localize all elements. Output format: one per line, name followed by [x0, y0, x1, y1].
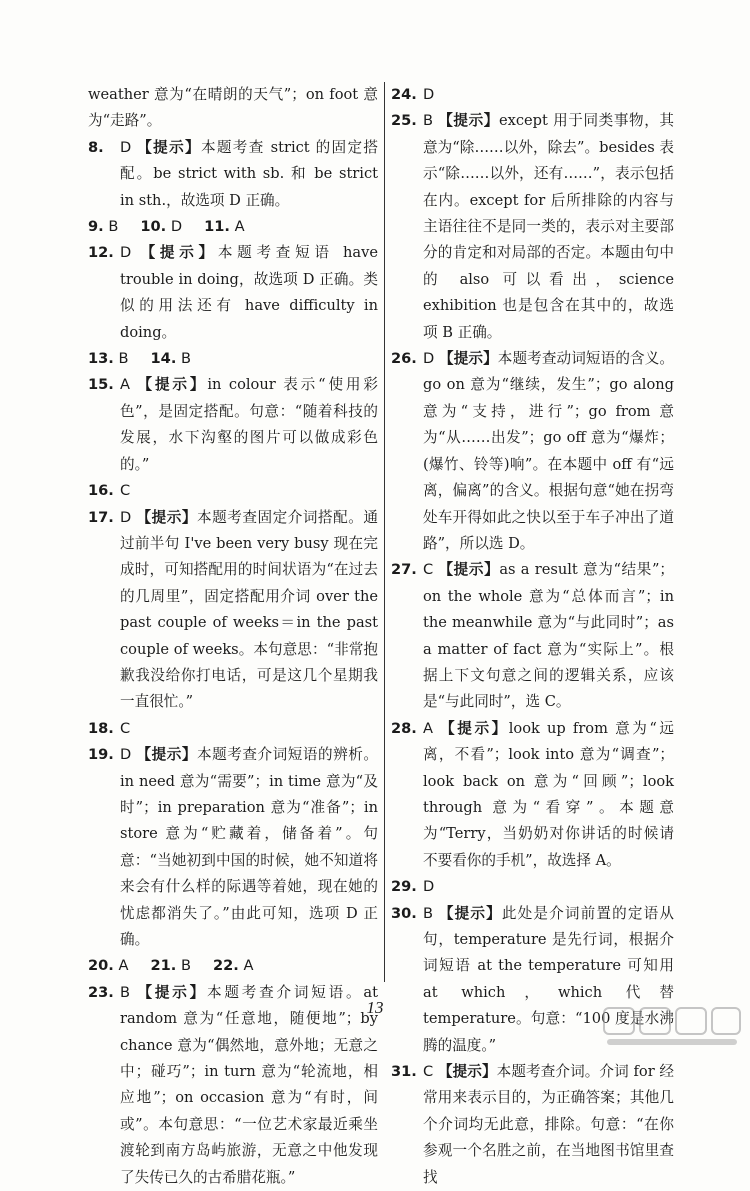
hint-label: 【提示】	[437, 1063, 497, 1081]
page-number: 13	[366, 998, 384, 1017]
answer-entry	[88, 135, 378, 214]
explanation-text: 本题考查介词。介词 for 经常用来表示目的，为正确答案；其他几个介词均无此意，排除。句意：“在你参观一个名胜之前，在当地图书馆里查找	[423, 1063, 674, 1186]
answer-letter: B	[118, 350, 129, 368]
answer-entry	[88, 240, 378, 346]
hint-label: 【提示】	[136, 746, 197, 764]
explanation-text: 本题考查短语 have trouble in doing，故选项 D 正确。类似的用法还有 have difficulty in doing。	[120, 244, 379, 341]
hint-label: 【提示】	[438, 904, 502, 922]
hint-label: 【提示】	[439, 350, 498, 368]
answer-letter: D	[423, 350, 435, 368]
question-number: 31.	[391, 1063, 417, 1081]
hint-label: 【提示】	[140, 244, 218, 262]
question-number: 26.	[391, 350, 417, 368]
answer-item	[88, 350, 129, 367]
question-number: 29.	[391, 878, 417, 896]
answer-entry	[88, 372, 378, 478]
question-number: 24.	[391, 86, 417, 103]
question-number: 13.	[88, 350, 114, 368]
answer-item	[140, 218, 182, 235]
answer-letter: A	[118, 957, 129, 975]
question-number: 25.	[391, 112, 417, 130]
question-number: 27.	[391, 561, 417, 579]
hint-label: 【提示】	[137, 983, 207, 1001]
answer-letter: C	[120, 482, 131, 500]
hint-label: 【提示】	[440, 719, 509, 737]
explanation-text: 本题考查动词短语的含义。go on 意为“继续，发生”；go along 意为“支持，进行”；go from 意为“从……出发”；go off 意为“爆炸；(爆竹、铃等)响”。在本题中 off 有“远离，偏离”的含义。根据句意“她在拐弯处车开得如此之快以至于车子冲出了道路”，所以选 D。	[423, 350, 674, 552]
answer-entry	[88, 505, 378, 716]
answer-letter: B	[423, 112, 434, 130]
explanation-text: weather 意为“在晴朗的天气”；on foot 意为“走路”。	[88, 86, 378, 130]
explanation-text: in colour 表示“使用彩色”，是固定搭配。句意：“随着科技的发展，水下沟壑的图片可以做成彩色的。”	[120, 376, 378, 473]
answer-letter: D	[120, 244, 132, 262]
answer-entry	[391, 716, 674, 874]
question-number: 10.	[140, 218, 167, 236]
question-number: 23.	[88, 983, 114, 1001]
answer-letter: D	[170, 218, 183, 236]
question-number: 9.	[88, 218, 104, 236]
hint-label: 【提示】	[137, 376, 208, 394]
column-divider	[384, 82, 385, 982]
answer-letter: C	[423, 1063, 434, 1081]
answer-letter: A	[120, 376, 130, 394]
answer-row	[88, 346, 378, 372]
explanation-text: 本题考查介词短语。at random 意为“任意地，随便地”；by chance 意为“偶然地，意外地；无意之中；碰巧”；in turn 意为“轮流地，相应地”；on occasion 意为“有时，间或”。本句意思：“一位艺术家最近乘坐渡轮到南方岛屿旅游，无意之中他发现了失传已久的古希腊花瓶。”	[120, 983, 378, 1186]
answer-letter: A	[234, 218, 245, 236]
answer-item	[150, 957, 191, 974]
explanation-text: 本题考查 strict 的固定搭配。be strict with sb. 和 be strict in sth.，故选项 D 正确。	[120, 138, 378, 209]
answer-entry	[391, 108, 674, 346]
hint-label: 【提示】	[438, 112, 499, 130]
answer-letter: B	[181, 350, 192, 368]
question-number: 18.	[88, 719, 114, 737]
question-number: 17.	[88, 508, 114, 526]
question-number: 28.	[391, 719, 417, 737]
answer-entry	[391, 346, 674, 557]
answer-entry	[88, 742, 378, 953]
watermark-logo-icon	[602, 1004, 742, 1056]
answer-letter: D	[120, 138, 132, 156]
question-number: 19.	[88, 746, 114, 764]
question-number: 21.	[150, 957, 177, 975]
answer-letter: B	[423, 904, 434, 922]
question-number: 11.	[204, 218, 230, 236]
answer-item	[204, 218, 244, 235]
explanation-text: 此处是介词前置的定语从句，temperature 是先行词，根据介词短语 at the temperature 可知用 at which，which 代替 temperature。句意：“100 度是水沸腾的温度。”	[423, 904, 674, 1054]
question-number: 12.	[88, 244, 114, 262]
question-number: 15.	[88, 376, 114, 394]
question-number: 14.	[150, 350, 177, 368]
question-number: 8.	[88, 138, 104, 156]
answer-letter: C	[423, 561, 434, 579]
answer-letter: B	[108, 218, 119, 236]
answer-entry	[88, 82, 378, 135]
answer-row	[88, 214, 378, 240]
answer-entry	[88, 478, 378, 504]
answer-letter: C	[120, 719, 131, 737]
hint-label: 【提示】	[137, 138, 201, 156]
answer-letter: D	[423, 878, 435, 896]
hint-label: 【提示】	[136, 508, 197, 526]
answer-letter: B	[180, 957, 191, 975]
answer-letter: D	[423, 86, 435, 103]
explanation-text: 本题考查固定介词搭配。通过前半句 I've been very busy 现在完成时，可知搭配用的时间状语为“在过去的几周里”，固定搭配用介词 over the past couple of weeks＝in the past couple of weeks。本句意思：“非常抱歉我没给你打电话，可是这几个星期我一直很忙。”	[120, 508, 378, 711]
question-number: 20.	[88, 957, 114, 975]
answer-item	[88, 957, 128, 974]
question-number: 16.	[88, 482, 114, 500]
explanation-text: as a result 意为“结果”；on the whole 意为“总体而言”；in the meanwhile 意为“与此同时”；as a matter of fact 意为“实际上”。根据上下文句意之间的逻辑关系，应该是“与此同时”，选 C。	[423, 561, 675, 711]
question-number: 22.	[213, 957, 239, 975]
answer-letter: D	[120, 746, 132, 764]
answer-entry	[391, 557, 674, 715]
left-column	[88, 82, 378, 1191]
answer-letter: A	[243, 957, 254, 975]
answer-item	[88, 218, 118, 235]
answer-entry	[88, 716, 378, 742]
hint-label: 【提示】	[438, 561, 500, 579]
explanation-text: 本题考查介词短语的辨析。in need 意为“需要”；in time 意为“及时”；in preparation 意为“准备”；in store 意为“贮藏着，储备着”。句意：“当她初到中国的时候，她不知道将来会有什么样的际遇等着她，现在她的忧虑都消失了。”由此可知，选项 D 正确。	[120, 746, 378, 948]
answer-letter: B	[120, 983, 131, 1001]
answer-item	[151, 350, 192, 367]
answer-entry	[391, 82, 674, 108]
question-number: 30.	[391, 904, 417, 922]
answer-item	[213, 957, 253, 974]
explanation-text: except 用于同类事物，其意为“除……以外，除去”。besides 表示“除……以外，还有……”，表示包括在内。except for 后所排除的内容与主语往往不是同一类的，表示对主要部分的肯定和对局部的否定。本题由句中的 also 可以看出，science exhibition 也是包含在其中的，故选项 B 正确。	[423, 112, 674, 341]
answer-entry	[391, 1059, 674, 1191]
answer-row	[88, 953, 378, 979]
answer-entry	[391, 874, 674, 900]
answer-letter: A	[423, 719, 433, 737]
explanation-text: look up from 意为“远离，不看”；look into 意为“调查”；look back on 意为“回顾”；look through 意为“看穿”。本题意为“Terry，当奶奶对你讲话的时候请不要看你的手机”，故选择 A。	[423, 719, 674, 869]
answer-letter: D	[120, 508, 132, 526]
